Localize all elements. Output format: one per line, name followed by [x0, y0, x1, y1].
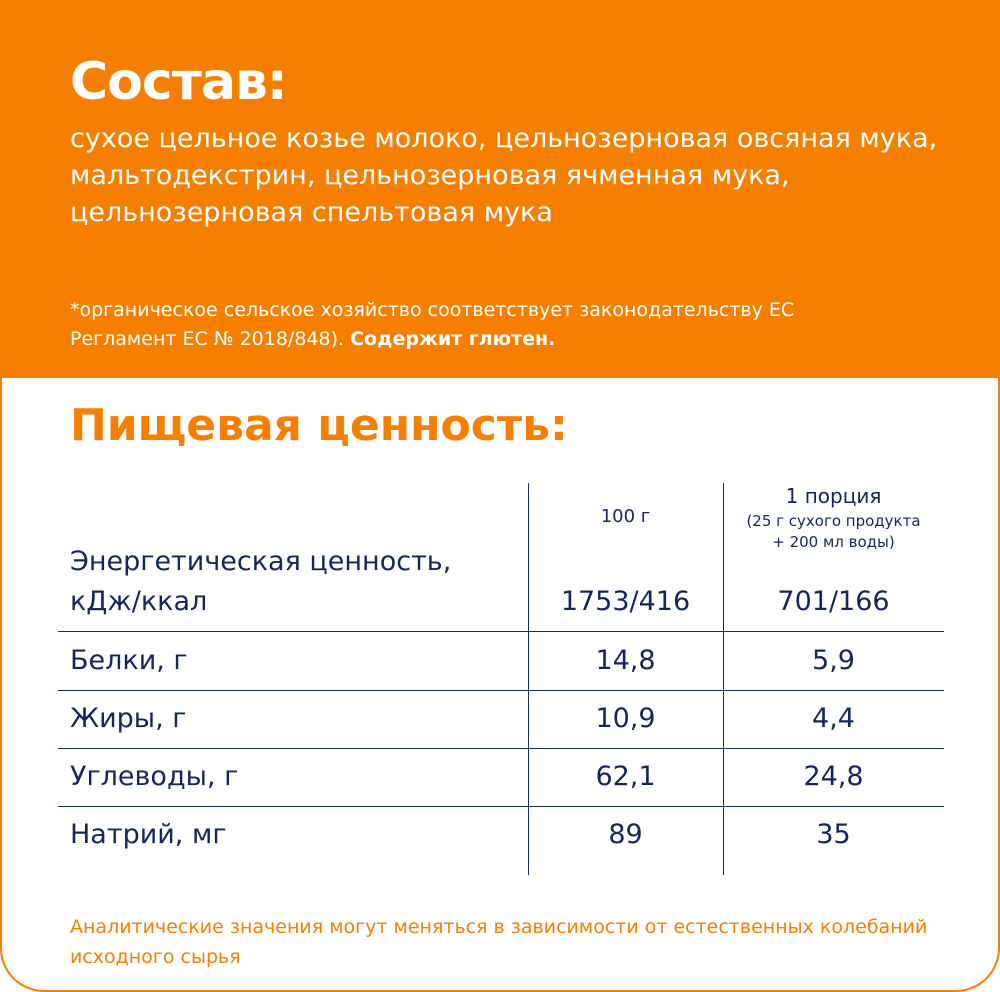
cell-sodium-100g: 89 — [608, 819, 643, 850]
cell-sodium-portion: 35 — [816, 819, 851, 850]
table-divider-col1 — [528, 483, 529, 875]
col-header-100g: 100 г — [600, 506, 651, 527]
cell-protein-portion: 5,9 — [812, 645, 855, 676]
organic-note-line2: Регламент ЕС № 2018/848). — [70, 328, 345, 350]
nutrition-title: Пищевая ценность: — [70, 400, 568, 451]
gluten-warning: Содержит глютен. — [350, 328, 556, 350]
row-label-fat: Жиры, г — [70, 703, 187, 734]
cell-protein-100g: 14,8 — [595, 645, 656, 676]
organic-note-line1: *органическое сельское хозяйство соответствует законодательству ЕС — [70, 299, 795, 321]
organic-note — [70, 296, 970, 354]
cell-carbs-portion: 24,8 — [803, 761, 864, 792]
table-rule — [58, 631, 944, 632]
col-header-portion: 1 порция — [785, 484, 882, 508]
table-rule — [58, 748, 944, 749]
row-label-energy-line2: кДж/ккал — [70, 586, 208, 617]
col-header-portion-detail2: + 200 мл воды) — [772, 533, 895, 551]
row-label-protein: Белки, г — [70, 645, 188, 676]
composition-title: Состав: — [70, 52, 287, 112]
ingredients-text: сухое цельное козье молоко, цельнозерновая овсяная мука, мальтодекстрин, цельнозерновая ячменная мука, цельнозерновая спельтовая мука — [70, 123, 938, 228]
row-label-carbs: Углеводы, г — [70, 761, 239, 792]
nutrition-panel — [0, 378, 1000, 992]
col-header-portion-detail1: (25 г сухого продукта — [746, 512, 921, 530]
analytical-disclaimer: Аналитические значения могут меняться в зависимости от естественных колебаний исходного сырья — [70, 916, 928, 968]
cell-fat-portion: 4,4 — [812, 703, 855, 734]
cell-carbs-100g: 62,1 — [595, 761, 656, 792]
table-rule — [58, 806, 944, 807]
cell-fat-100g: 10,9 — [595, 703, 656, 734]
cell-energy-100g: 1753/416 — [560, 586, 691, 617]
cell-energy-portion: 701/166 — [777, 586, 890, 617]
row-label-energy-line1: Энергетическая ценность, — [70, 546, 452, 577]
table-rule — [58, 690, 944, 691]
row-label-sodium: Натрий, мг — [70, 819, 227, 850]
